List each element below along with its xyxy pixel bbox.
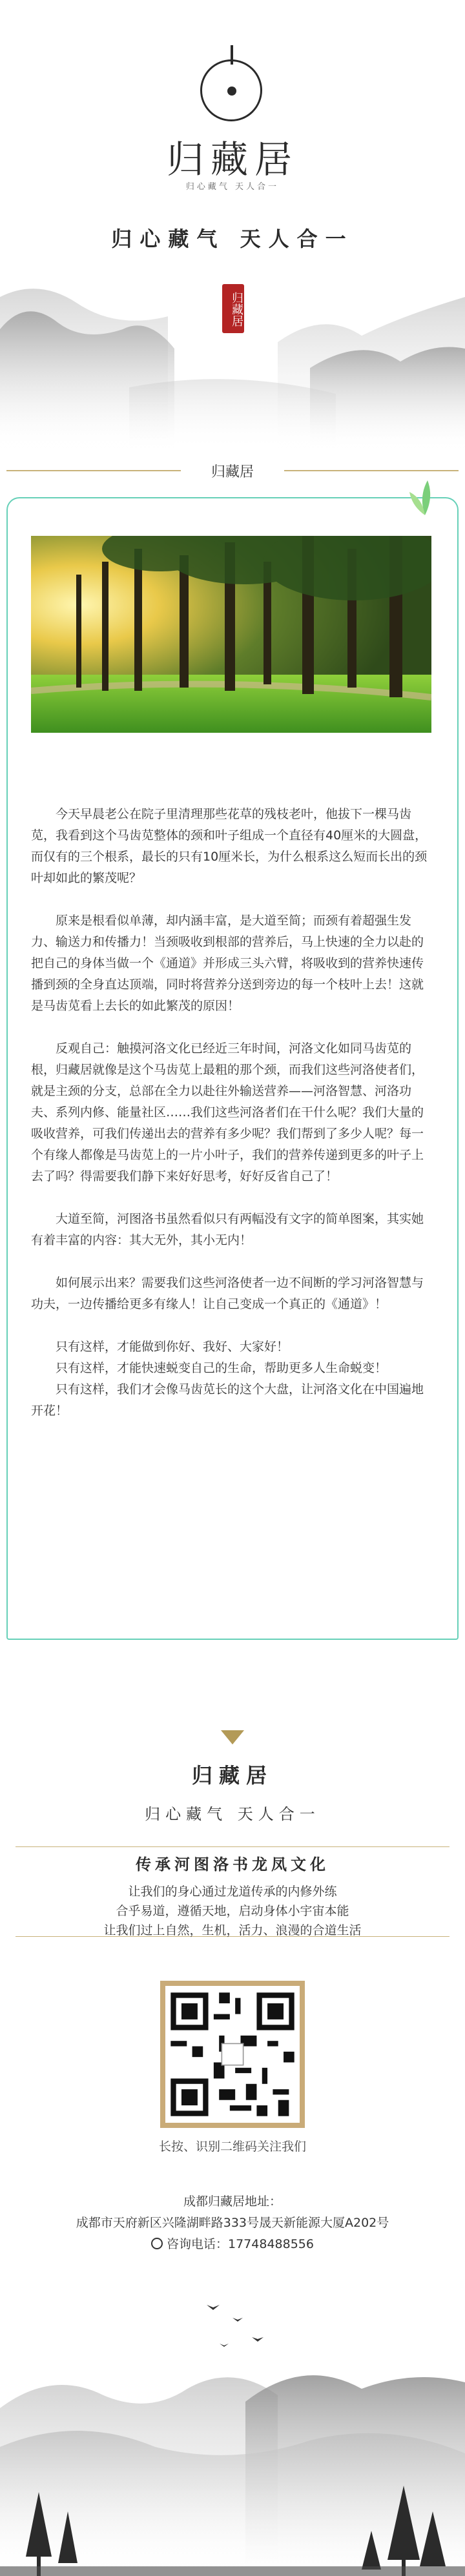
brand-logo-sub: 归心藏气 天人合一 — [185, 182, 280, 192]
gold-triangle-icon — [221, 1730, 244, 1744]
footer-slogan: 归心藏气 天人合一 — [145, 1805, 320, 1823]
divider-label: 归藏居 — [211, 464, 254, 480]
qr-code-image — [165, 1986, 300, 2123]
phone-icon — [151, 2238, 163, 2249]
article-paragraph: 大道至简，河图洛书虽然看似只有两幅没有文字的简单图案，其实她有着丰富的内容：其大无外，其小无内！ — [31, 1212, 424, 1247]
brand-logo-name: 归藏居 — [166, 138, 298, 181]
closing-line: 只有这样，我们才会像马齿苋长的这个大盘，让河洛文化在中国遍地开花！ — [31, 1382, 424, 1418]
footer-box-line: 合乎易道，遵循天地，启动身体小宇宙本能 — [116, 1904, 349, 1918]
ink-landscape-illustration — [0, 2298, 465, 2576]
article-paragraph: 今天早晨老公在院子里清理那些花草的残枝老叶，他拔下一棵马齿苋，我看到这个马齿苋整体的颈和叶子组成一个直径有40厘米的大圆盘，而仅有的三个根系，最长的只有10厘米长，为什么根系这么短而长出的颈叶却如此的繁茂呢？ — [31, 807, 428, 885]
closing-line: 只有这样，才能做到你好、我好、大家好！ — [56, 1340, 289, 1354]
divider-line-right — [284, 470, 459, 471]
article-paragraph: 如何展示出来？需要我们这些河洛使者一边不间断的学习河洛智慧与功夫，一边传播给更多有缘人！让自己变成一个真正的《通道》！ — [31, 1276, 424, 1311]
footer-brand-name: 归藏居 — [191, 1763, 273, 1788]
leaf-icon — [406, 478, 444, 516]
address-text: 成都市天府新区兴隆湖畔路333号晟天新能源大厦A202号 — [76, 2216, 389, 2230]
qr-caption: 长按、识别二维码关注我们 — [158, 2140, 306, 2154]
phone-line — [0, 2234, 465, 2252]
red-seal-stamp — [222, 284, 244, 333]
article-paragraph: 原来是根看似单薄，却内涵丰富，是大道至简；而颈有着超强生发力、输送力和传播力！当颈吸收到根部的营养后，马上快速的全力以赴的把自己的身体当做一个《通道》并形成三头六臂，将吸收到的营养快速传播到颈的全身直达顶端，同时将营养分送到旁边的每一个枝叶上去！这就是马齿苋看上去长的如此繁茂的原因！ — [31, 914, 424, 1013]
footer-box-title: 传承河图洛书龙凤文化 — [136, 1855, 329, 1874]
qr-code[interactable] — [160, 1981, 305, 2128]
address-title: 成都归藏居地址： — [183, 2194, 282, 2209]
seal-text: 归藏居 — [230, 292, 243, 327]
phone-text: 咨询电话：17748488556 — [167, 2237, 314, 2251]
header-slogan: 归心藏气 天人合一 — [111, 227, 354, 251]
article-body — [31, 804, 434, 1422]
footer-box-line: 让我们过上自然，生机，活力、浪漫的合道生活 — [103, 1923, 362, 1937]
article-paragraph: 反观自己：触摸河洛文化已经近三年时间，河洛文化如同马齿苋的根，归藏居就像是这个马齿苋上最粗的那个颈，而我们这些河洛使者们，就是主颈的分支，总部在全力以赴往外输送营养——河洛智慧、河洛功夫、系列内修、能量社区……我们这些河洛者们在干什么呢？我们大量的吸收营养，可我们传递出去的营养有多少呢？我们帮到了多少人呢？每一个有缘人都像是马齿苋上的一片小叶子，我们的营养传递到更多的叶子上去了吗？得需要我们静下来好好思考，好好反省自己了！ — [31, 1041, 424, 1183]
closing-line: 只有这样，才能快速蜕变自己的生命，帮助更多人生命蜕变！ — [56, 1361, 388, 1375]
divider-line-left — [6, 470, 181, 471]
logo-dot-icon — [227, 87, 236, 96]
footer-box-line: 让我们的身心通过龙道传承的内修外练 — [128, 1885, 337, 1899]
forest-sunlight-photo — [31, 536, 431, 733]
